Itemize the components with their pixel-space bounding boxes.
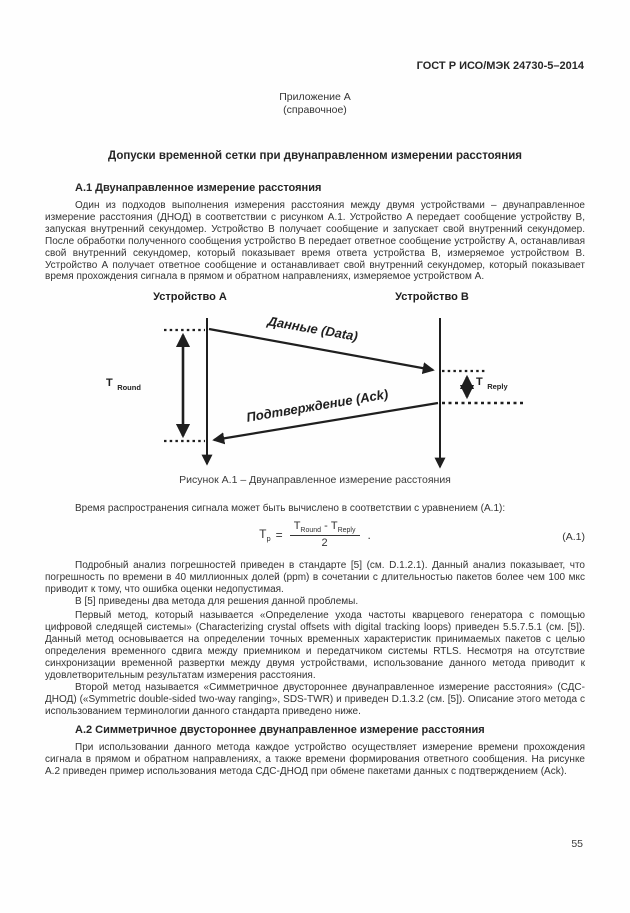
annex-block — [0, 91, 630, 117]
figure-a1-caption: Рисунок А.1 – Двунаправленное измерение расстояния — [179, 474, 451, 486]
section-a1-paragraph-1: Один из подходов выполнения измерения расстояния между двумя устройствами – двунаправленное измерение расстояния (ДНОД) в соответствии с рисунком А.1. Устройство А передает сообщение устройству В, запуская внутренний секундомер. Устройство В получает сообщение и запускает свой внутренний секундомер. После обработки полученного сообщения устройство В передает ответное сообщение устройству А, останавливая свой внутренний секундомер, который показывает время ответа устройства В, измеряемое устройством В. Устройство А получает ответное сообщение и останавливает свой внутренний секундомер, который показывает время прохождения сигнала в прямом и обратном направлениях, измеряемое устройством А. — [45, 200, 585, 283]
page-number: 55 — [571, 838, 583, 850]
section-a1-paragraph-4: В [5] приведены два метода для решения данной проблемы. — [75, 596, 359, 607]
annex-note: (справочное) — [283, 104, 347, 116]
figure-a1-diagram — [90, 288, 570, 476]
equation-lhs: $T_p$ — [259, 526, 271, 543]
equation-fraction — [290, 520, 360, 549]
t-round-label: T $_{Round}$ — [106, 377, 141, 392]
section-a2-heading: А.2 Симметричное двустороннее двунаправленное измерение расстояния — [75, 724, 485, 736]
annex-title: Допуски временной сетки при двунаправленном измерении расстояния — [107, 150, 522, 162]
standard-number-header: ГОСТ Р ИСО/МЭК 24730-5–2014 — [416, 60, 584, 72]
data-message-label: Данные (Data) — [266, 313, 359, 344]
section-a1-heading: А.1 Двунаправленное измерение расстояния — [75, 182, 322, 194]
section-a2-paragraph-1: При использовании данного метода каждое устройство осуществляет измерение времени прохождения сигнала в прямом и обратном направлениях, а также времени формирования ответного сообщения. На рисунке А.2 приведен пример использования метода СДС-ДНОД при обмене пакетами данных с подтверждением (Ack). — [45, 742, 585, 777]
equation-a1-row — [45, 520, 585, 556]
section-a1-paragraph-3: Подробный анализ погрешностей приведен в стандарте [5] (см. D.1.2.1). Данный анализ показывает, что погрешность по времени в 40 миллионных долей (ppm) в сочетании с длительностью пакетов более чем 100 мкс приводит к тому, что ошибка оценки недопустимая. — [45, 560, 585, 595]
equation-equals: = — [275, 527, 283, 542]
ack-message-label: Подтверждение (Ack) — [245, 386, 390, 425]
section-a1-paragraph-6: Второй метод называется «Симметричное двустороннее двунаправленное измерение расстояния» (СДС-ДНОД) («Symmetric double-sided two-way ranging», SDS-TWR) и приведен D.1.3.2 (см. [5]). Описание этого метода с использованием терминологии данного стандарта приведено ниже. — [45, 682, 585, 717]
equation-period: . — [367, 527, 371, 542]
device-b-label: Устройство В — [395, 291, 469, 303]
section-a1-paragraph-2: Время распространения сигнала может быть вычислено в соответствии с уравнением (А.1): — [75, 503, 506, 514]
ranging-diagram-svg — [90, 288, 570, 476]
equation-a1 — [45, 520, 585, 549]
equation-number: (А.1) — [562, 531, 585, 543]
section-a1-paragraph-5: Первый метод, который называется «Определение ухода частоты кварцевого генератора с помощью цифровой следящей системы» (Characterizing crystal offsets with digital tracking loops) приведен 5.5.7.5.1 (см. [5]). Данный метод основывается на определении точных временных характеристик принимаемых пакетов с целью определения временного сдвига между приемником и передатчиком системы RTLS. Несмотря на отсутствие синхронизации временной развертки между двумя устройствами, использование данного метода приводит к удовлетворительным результатам измерения расстояния. — [45, 610, 585, 681]
t-reply-label: T $_{Reply}$ — [476, 376, 508, 391]
equation-denominator: 2 — [321, 537, 328, 549]
equation-numerator: $T_{Round} - T_{Reply}$ — [290, 520, 360, 536]
device-a-label: Устройство А — [153, 291, 227, 303]
annex-label: Приложение А — [279, 91, 351, 103]
